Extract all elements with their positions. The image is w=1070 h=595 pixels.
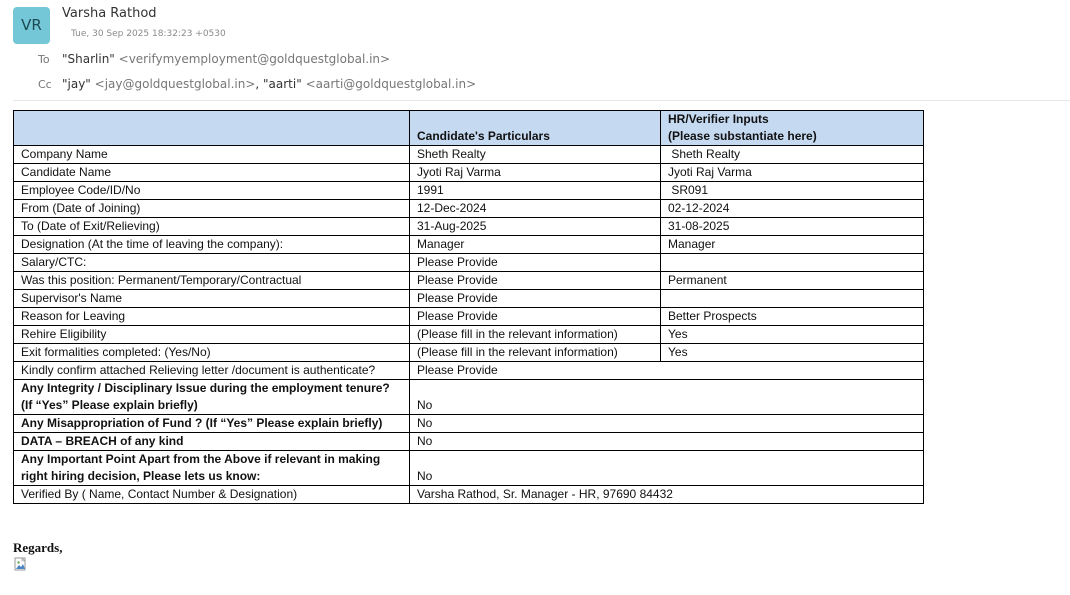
verifier-value: Yes	[661, 326, 924, 344]
header-blank-cell	[14, 111, 410, 146]
table-row	[14, 182, 924, 200]
misappropriation-label: Any Misappropriation of Fund ? (If “Yes” Please explain briefly)	[14, 415, 410, 433]
table-row	[14, 451, 924, 486]
row-label: Salary/CTC:	[14, 254, 410, 272]
candidate-value: (Please fill in the relevant information)	[410, 326, 661, 344]
row-label: Employee Code/ID/No	[14, 182, 410, 200]
candidate-value: Manager	[410, 236, 661, 254]
candidate-value: Please Provide	[410, 254, 661, 272]
email-date: Tue, 30 Sep 2025 18:32:23 +0530	[71, 29, 226, 39]
candidate-value: Jyoti Raj Varma	[410, 164, 661, 182]
table-row	[14, 326, 924, 344]
row-label: Exit formalities completed: (Yes/No)	[14, 344, 410, 362]
cc-label: Cc	[38, 78, 52, 91]
employment-verification-table	[13, 110, 924, 504]
verifier-header-line2: (Please substantiate here)	[668, 129, 817, 143]
table-row	[14, 308, 924, 326]
table-row	[14, 164, 924, 182]
verifier-value	[661, 290, 924, 308]
table-row	[14, 486, 924, 504]
to-recipients[interactable]: "Sharlin" <verifymyemployment@goldquestglobal.in>	[62, 52, 391, 66]
table-row	[14, 272, 924, 290]
table-row	[14, 433, 924, 451]
candidate-value: Please Provide	[410, 290, 661, 308]
candidate-particulars-header: Candidate's Particulars	[410, 111, 661, 146]
table-header-row	[14, 111, 924, 146]
to-label: To	[38, 53, 50, 66]
verifier-value: 02-12-2024	[661, 200, 924, 218]
row-label: To (Date of Exit/Relieving)	[14, 218, 410, 236]
row-label: Supervisor's Name	[14, 290, 410, 308]
row-label: Rehire Eligibility	[14, 326, 410, 344]
table-row	[14, 380, 924, 415]
table-row	[14, 415, 924, 433]
header-divider	[13, 100, 1070, 101]
table-row	[14, 290, 924, 308]
row-label: Reason for Leaving	[14, 308, 410, 326]
verifier-value: Jyoti Raj Varma	[661, 164, 924, 182]
table-row	[14, 236, 924, 254]
broken-image-icon	[14, 557, 29, 572]
verifier-value	[661, 254, 924, 272]
important-label-line2: right hiring decision, Please lets us know:	[21, 469, 261, 483]
row-label: Was this position: Permanent/Temporary/Contractual	[14, 272, 410, 290]
important-label	[14, 451, 410, 486]
breach-label: DATA – BREACH of any kind	[14, 433, 410, 451]
verifier-inputs-header	[661, 111, 924, 146]
email-header	[0, 0, 1070, 100]
sender-name[interactable]: Varsha Rathod	[62, 6, 157, 21]
candidate-value: Please Provide	[410, 308, 661, 326]
verifier-value: Yes	[661, 344, 924, 362]
verifier-value: Sheth Realty	[661, 146, 924, 164]
verified-by-value: Varsha Rathod, Sr. Manager - HR, 97690 84432	[410, 486, 924, 504]
authenticate-label: Kindly confirm attached Relieving letter /document is authenticate?	[14, 362, 410, 380]
table-row	[14, 200, 924, 218]
candidate-value: 12-Dec-2024	[410, 200, 661, 218]
integrity-label	[14, 380, 410, 415]
avatar: VR	[13, 7, 50, 44]
table-row	[14, 362, 924, 380]
candidate-value: 31-Aug-2025	[410, 218, 661, 236]
table-row	[14, 146, 924, 164]
cc-recipients[interactable]: "jay" <jay@goldquestglobal.in>, "aarti" <aarti@goldquestglobal.in>	[62, 77, 477, 91]
misappropriation-value: No	[410, 415, 924, 433]
important-label-line1: Any Important Point Apart from the Above if relevant in making	[21, 452, 381, 466]
integrity-value: No	[410, 380, 924, 415]
candidate-value: (Please fill in the relevant information)	[410, 344, 661, 362]
candidate-value: 1991	[410, 182, 661, 200]
regards-text: Regards,	[13, 540, 63, 555]
verifier-value: SR091	[661, 182, 924, 200]
verifier-value: Manager	[661, 236, 924, 254]
candidate-value: Please Provide	[410, 272, 661, 290]
verified-by-label: Verified By ( Name, Contact Number & Designation)	[14, 486, 410, 504]
verifier-value: Permanent	[661, 272, 924, 290]
table-row	[14, 218, 924, 236]
verifier-value: 31-08-2025	[661, 218, 924, 236]
row-label: From (Date of Joining)	[14, 200, 410, 218]
row-label: Candidate Name	[14, 164, 410, 182]
row-label: Company Name	[14, 146, 410, 164]
table-row	[14, 344, 924, 362]
authenticate-value: Please Provide	[410, 362, 924, 380]
integrity-label-line2: (If “Yes” Please explain briefly)	[21, 398, 198, 412]
verifier-value: Better Prospects	[661, 308, 924, 326]
verifier-header-line1: HR/Verifier Inputs	[668, 112, 769, 126]
table-row	[14, 254, 924, 272]
row-label: Designation (At the time of leaving the company):	[14, 236, 410, 254]
candidate-value: Sheth Realty	[410, 146, 661, 164]
important-value: No	[410, 451, 924, 486]
integrity-label-line1: Any Integrity / Disciplinary Issue during the employment tenure?	[21, 381, 390, 395]
breach-value: No	[410, 433, 924, 451]
